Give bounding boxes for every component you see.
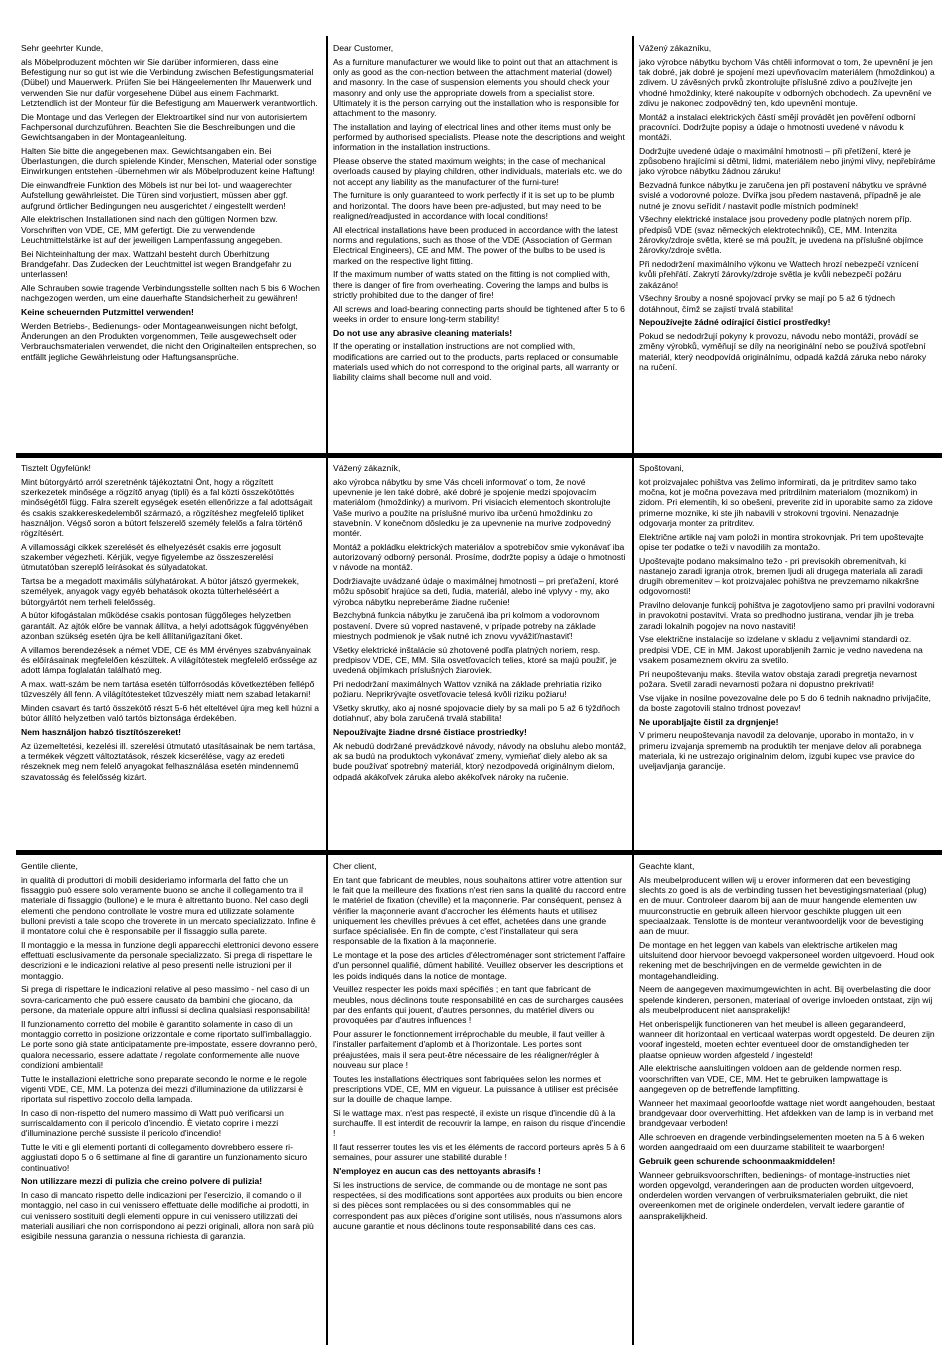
paragraph: A max. watt-szám be nem tartása esetén túlforrósodás következtében fellépő tűzveszély áll fenn. A világítótesteket tűzveszély miatt nem szabad letakarni! [21, 678, 315, 700]
paragraph: As a furniture manufacturer we would like to point out that an attachment is only as good as the con-nection between the attachment material (dowel) and masonry. In the case of suspension elements you should check your masonry and only use the appropriate dowels from a specialist store. Ultimately it is the person carrying out the installation who is responsible for attachment to the masonry. [333, 56, 620, 119]
salutation: Tisztelt Ügyfelünk! [21, 463, 91, 473]
paragraph: Het onberispelijk functioneren van het meubel is alleen gegarandeerd, wanneer dit horizontaal en verticaal waterpas wordt opgesteld. De deuren zijn vooraf ingesteld, moeten echter eventueel door de omstandigheden ter plaatse opnieuw worden afgesteld / ingesteld! [639, 1018, 935, 1060]
paragraph: Alle schroeven en dragende verbindingselementen moeten na 5 à 6 weken worden aangedraaid om een duurzame stabiliteit te waarborgen! [639, 1131, 925, 1153]
paragraph: Pour assurer le fonctionnement irréprochable du meuble, il faut veiller à l'installer parfaitement d'aplomb et à l'horizontale. Les portes sont préajustées, mais il sera peut-être nécessaire de les réaligner/régler à nouveau sur place ! [333, 1029, 605, 1070]
paragraph: All screws and load-bearing connecting parts should be tightened after 5 to 6 weeks in order to ensure long-term stability! [333, 303, 625, 324]
paragraph: Veuillez respecter les poids maxi spécifiés ; en tant que fabricant de meubles, nous déclinons toute responsabilité en cas de surcharges causées par des enfants qui jouent, d'autres personnes, du matériel divers ou provoquées par d'autres influences ! [333, 984, 624, 1026]
section-english [326, 36, 634, 453]
paragraph: De montage en het leggen van kabels van elektrische artikelen mag uitsluitend door hiervoor bevoegd vakpersoneel worden uitgevoerd. Houd ook rekening met de beschrijvingen en de vermelde gewichten in de montagehandleiding. [639, 939, 935, 981]
cleaning-warning: Do not use any abrasive cleaning materials! [333, 327, 513, 338]
paragraph: Všetky elektrické inštalácie sú zhotovené podľa platných noriem, resp. predpisov VDE, CE, MM. Sila osvetľovacích telies, ktoré sa majú použiť, je uvedená objímkach príslušných žiaroviek. [333, 644, 617, 676]
salutation: Cher client, [333, 861, 377, 871]
paragraph: Tutte le viti e gli elementi portanti di collegamento dovrebbero essere ri-aggiustati dopo 5 o 6 settimane al fine di garantire un funzionamento sicuro continuativo! [21, 1142, 308, 1173]
paragraph: Pokud se nedodržují pokyny k provozu, návodu nebo montáži, provádí se změny výrobků, vyměňují se díly na neoriginální nebo se používá spotřební materiál, který neodpovídá originálnímu, odpadá každá záruka nebo nároky na ručení. [639, 330, 927, 372]
paragraph: Il montaggio e la messa in funzione degli apparecchi elettronici devono essere effettuati esclusivamente da personale specializzato. Si prega di rispettare le descrizioni e le indicazioni relative al peso presenti nelle istruzioni per il montaggio. [21, 939, 319, 981]
paragraph: Pri neupoštevanju maks. števila watov obstaja zaradi pregretja nevarnost požara. Svetil zaradi nevarnosti požara ni dopustno prekrivati! [639, 668, 918, 689]
paragraph: Si le wattage max. n'est pas respecté, il existe un risque d'incendie dû à la surchauffe. Il est interdit de recouvrir la lampe, en raison du risque d'incendie ! [333, 1107, 626, 1139]
paragraph: In caso di mancato rispetto delle indicazioni per l'esercizio, il comando o il montaggio, nel caso in cui venissero effettuate delle modifiche ai prodotti, in cui venissero sostituiti degli elementi oppure in cui venissero utilizzati dei materiali ausiliari che non corrispondono ai pezzi originali, allora non sarà più esigibile nessuna garanzia o nessuna richiesta di garanzia. [21, 1190, 314, 1242]
paragraph: Pravilno delovanje funkcij pohištva je zagotovljeno samo pri pravilni vodoravni in pravokotni postavitvi. Vrata so predhodno justirana, vendar jih je treba zaradi lokalnih pogojev na novo nastaviti! [639, 600, 935, 631]
paragraph: All electrical installations have been produced in accordance with the latest norms and regulations, such as those of the VDE (Association of German Electrical Engineers), CE and MM. The power of the bulbs to be used is marked on the respective light fitting. [333, 224, 618, 266]
paragraph: A villamos berendezések a német VDE, CE és MM érvényes szabványainak és előírásainak megfelelően készültek. A világítótestek megfelelő erőssége az adott lámpa foglalatán található meg. [21, 644, 318, 676]
paragraph: Il faut resserrer toutes les vis et les éléments de raccord porteurs après 5 à 6 semaines, pour assurer une stabilité durable ! [333, 1142, 626, 1163]
cleaning-warning: Keine scheuernden Putzmittel verwenden! [21, 306, 194, 317]
paragraph: Mint bútorgyártó arról szeretnénk tájékoztatni Önt, hogy a rögzített szerkezetek minősége a rögzítő anyag (tipli) és a fal közti összekötöttés minőségétől függ. Falra szerelt egységek esetén ellenőrizze a fal adottságait és csakis szakkereskedelemből származó, a rögzítéshez megfelelő tipliket használjon. Végső soron a bútort felszerelő személy felelős a falra történő rögzítésért. [21, 476, 313, 539]
paragraph: Werden Betriebs-, Bedienungs- oder Montageanweisungen nicht befolgt, Änderungen an den Produkten vorgenommen, Teile ausgewechselt oder Verbrauchsmaterialen verwendet, die nicht den Originalteilen entsprechen, so entfällt jegliche Gewährleistung oder Haftungsansprüche. [21, 320, 317, 362]
paragraph: If the operating or installation instructions are not complied with, modifications are carried out to the products, parts replaced or consumable materials used which do not correspond to the original parts, all warranty or liability claims shall become null and void. [333, 341, 620, 383]
paragraph: Toutes les installations électriques sont fabriquées selon les normes et prescriptions VDE, CE, MM en vigueur. La puissance à utiliser est précisée sur la douille de chaque lampe. [333, 1073, 619, 1105]
paragraph: Vse vijake in nosilne povezovalne dele po 5 do 6 tednih naknadno privijačite, da boste zagotovili stalno trdnost povezav! [639, 692, 931, 713]
paragraph: Alle elektrische aansluitingen voldoen aan de geldende normen resp. voorschriften van VDE, CE, MM. Het te gebruiken lampwattage is aangegeven op de betreffende lampfitting. [639, 1063, 902, 1094]
paragraph: The installation and laying of electrical lines and other items must only be performed by authorised specialists. Please note the descriptions and weight information in the installation instructions. [333, 121, 625, 153]
paragraph: Tartsa be a megadott maximális súlyhatárokat. A bútor játszó gyermekek, személyek, anyagok vagy egyéb behatások okozta túlterheléséért a bútorgyártót nem terheli felelősség. [21, 576, 299, 607]
section-german [16, 36, 326, 453]
paragraph: Als meubelproducent willen wij u erover informeren dat een bevestiging slechts zo goed is als de verbinding tussen het bevestigingsmateriaal (plug) en de muur. Controleer daarom bij aan de muur hangende elementen uw muurconstructie en gebruik alleen hiervoor geschikte pluggen uit een speciaalzaak. Tenslotte is de monteur verantwoordelijk voor de bevestiging aan de muur. [639, 874, 927, 937]
paragraph: Wanneer gebruiksvoorschriften, bedienings- of montage-instructies niet worden opgevolgd, veranderingen aan de producten worden uitgevoerd, onderdelen worden vervangen of verbruiksmaterialen gebruikt, die niet overeenkomen met de originele onderdelen, vervalt iedere garantie of aansprakelijkheid. [639, 1169, 914, 1221]
paragraph: Die Montage und das Verlegen der Elektroartikel sind nur von autorisiertem Fachpersonal durchzuführen. Beachten Sie die Beschreibungen und die Gewichtsangaben in der Montageanleitung. [21, 111, 308, 143]
paragraph: Montáž a instalaci elektrických částí smějí provádět jen pověření odborní pracovníci. Dodržujte popisy a údaje o hmotnosti uvedené v návodu k montáži. [639, 111, 916, 143]
section-italian [16, 855, 326, 1345]
paragraph: Všetky skrutky, ako aj nosné spojovacie diely by sa mali po 5 až 6 týždňoch dotiahnuť, aby bola zaručená trvalá stabilita! [333, 702, 620, 724]
row-1 [16, 36, 942, 453]
cleaning-warning: Nepoužívajte žiadne drsné čistiace prostriedky! [333, 726, 527, 737]
paragraph: Alle Schrauben sowie tragende Verbindungsstelle sollten nach 5 bis 6 Wochen nachgezogen werden, um eine dauerhafte Standsicherheit zu gewähren! [21, 282, 320, 304]
cleaning-warning: Non utilizzare mezzi di pulizia che creino polvere di pulizia! [21, 1176, 263, 1187]
paragraph: If the maximum number of watts stated on the fitting is not complied with, there is danger of fire from overheating. Covering the lamps and bulbs is strictly prohibited due to the danger of fire! [333, 269, 611, 300]
paragraph: ako výrobca nábytku by sme Vás chceli informovať o tom, že nové upevnenie je len také dobré, aké dobré je spojenie medzi spojovacím materiálom (hmoždinky) a murivom. Pri visiacich elementoch skontrolujte Vaše murivo a použite na príslušné murivo iba určenú hmoždinku zo stavebnín. V konečnom dôsledku je za upevnenie na murive zodpovedný montér. [333, 476, 612, 539]
row-3 [16, 855, 942, 1345]
paragraph: Halten Sie bitte die angegebenen max. Gewichtsangaben ein. Bei Überlastungen, die durch spielende Kinder, Menschen, Material oder sonstige Einwirkungen entstehen -übernehmen wir als Möbelproduzent keine Haftung! [21, 145, 317, 177]
salutation: Vážený zákazníku, [639, 43, 712, 53]
paragraph: Dodržujte uvedené údaje o maximální hmotnosti – při přetížení, které je způsobeno hrajícími si dětmi, lidmi, materiálem nebo jinými vlivy, nepřebíráme jako výrobce nábytku žádnou záruku! [639, 145, 936, 177]
paragraph: Všechny šrouby a nosné spojovací prvky se mají po 5 až 6 týdnech dotáhnout, čímž se zajistí trvalá stabilita! [639, 293, 896, 314]
paragraph: Minden csavart és tartó összekötő részt 5-6 hét elteltével újra meg kell húzni a bútor állító helyzetben való tartós biztonsága érdekében. [21, 702, 320, 724]
paragraph: Montáž a pokládku elektrických materiálov a spotrebičov smie vykonávať iba autorizovaný odborný personál. Prosíme, dodržte popisy a údaje o hmotnosti v návode na montáž. [333, 541, 626, 573]
paragraph: jako výrobce nábytku bychom Vás chtěli informovat o tom, že upevnění je jen tak dobré, jak dobré je spojení mezi upevňovacím materiálem (hmoždinkou) a zdivem. U závěsných prvků zkontrolujte příslušné zdivo a používejte jen vhodné hmoždinky, které nakoupíte v odborných obchodech. Za upevnění ve zdivu je nakonec zodpovědný ten, kdo upevnění montuje. [639, 56, 935, 108]
cleaning-warning: Ne uporabljajte čistil za drgnjenje! [639, 716, 779, 727]
salutation: Vážený zákazník, [333, 463, 401, 473]
paragraph: Upoštevajte podano maksimalno težo - pri previsokih obremenitvah, ki nastanejo zaradi igranja otrok, bremen ljudi ali drugega materiala ali zaradi drugih obremenitev – kot proizvajalec pohištva ne prevzemamo nikakršne odgovornosti! [639, 555, 923, 597]
paragraph: V primeru neupoštevanja navodil za delovanje, uporabo in montažo, in v primeru izvajanja sprememb na produktih ter menjave delov ali porabnega materiala, ki ne ustrezajo originalnim delom, izgubi kupec vse pravice do uveljavljanja garancije. [639, 730, 922, 772]
paragraph: In caso di non-rispetto del numero massimo di Watt può verificarsi un surriscaldamento con il pericolo d'incendio. È vietato coprire i mezzi d'illuminazione perché sussiste il pericolo d'incendio! [21, 1107, 284, 1139]
salutation: Spoštovani, [639, 463, 684, 473]
row-2 [16, 458, 942, 850]
paragraph: Dodržiavajte uvádzané údaje o maximálnej hmotnosti – pri preťažení, ktoré môžu spôsobiť hrajúce sa deti, ľudia, materiál, alebo iné vplyvy - my, ako výrobca nábytku nepreberáme žiadne ručenie! [333, 576, 619, 607]
paragraph: als Möbelproduzent möchten wir Sie darüber informieren, dass eine Befestigung nur so gut ist wie die Verbindung zwischen Befestigungsmaterial (Dübel) und Mauerwerk. Prüfen Sie bei Hängeelementen Ihr Mauerwerk und verwenden Sie nur dafür vorgesehene Dübel aus einem Fachmarkt. Letztendlich ist der Monteur für die Befestigung am Mauerwerk verantwortlich. [21, 56, 318, 108]
paragraph: Vse električne instalacije so izdelane v skladu z veljavnimi standardi oz. predpisi VDE, CE in MM. Jakost uporabljenih žarnic je vedno navedena na vsakem posameznem okviru za svetilo. [639, 634, 923, 665]
paragraph: Bezvadná funkce nábytku je zaručena jen při postavení nábytku ve správné svislé a vodorovné poloze. Dvířka jsou předem nastavená, případně je ale nutné je znovu seřídit / nastavit podle místních podmínek! [639, 180, 927, 211]
paragraph: Die einwandfreie Funktion des Möbels ist nur bei lot- und waagerechter Aufstellung gewährleistet. Die Türen sind vorjustiert, müssen aber ggf. aufgrund örtlicher Bedingungen neu ausgerichtet / eingestellt werden! [21, 180, 292, 211]
salutation: Dear Customer, [333, 43, 394, 53]
paragraph: Všechny elektrické instalace jsou provedeny podle platných norem příp. předpisů VDE (svaz německých elektrotechniků), CE, MM. Intenzita žárovky/zdroje světla, které se má použít, je uvedena na příslušné objímce žárovky/zdroje světla. [639, 214, 924, 256]
paragraph: Bezchybná funkcia nábytku je zaručená iba pri kolmom a vodorovnom postavení. Dvere sú vopred nastavené, v prípade potreby na základe miestnych podmienok je však nutné ich znovu vyvážiť/nastaviť! [333, 610, 600, 642]
paragraph: The furniture is only guaranteed to work perfectly if it is set up to be plumb and horizontal. The doors have been pre-adjusted, but may need to be realigned/readjusted in accordance with local conditions! [333, 190, 615, 222]
section-hungarian [16, 458, 326, 850]
paragraph: A villamossági cikkek szerelését és elhelyezését csakis erre jogosult szakember végezheti. Kérjük, vegye figyelembe az összeszerelési útmutatóban szereplő leírásokat és súlyadatokat. [21, 541, 281, 573]
paragraph: Tutte le installazioni elettriche sono preparate secondo le norme e le regole vigenti VDE, CE, MM. La potenza dei mezzi d'illuminazione da utilizzarsi è riportata sul rispettivo zoccolo della lampada. [21, 1073, 307, 1105]
paragraph: Ak nebudú dodržané prevádzkové návody, návody na obsluhu alebo montáž, ak sa budú na produktoch vykonávať zmeny, vymieňať diely alebo ak sa bude používať spotrebný materiál, ktorý nezodpovedá originálnym dielom, odpadá akákoľvek záruka alebo akékoľvek nároky na ručenie. [333, 740, 627, 782]
paragraph: Si les instructions de service, de commande ou de montage ne sont pas respectées, si des modifications sont apportées aux produits ou bien encore si des pièces sont remplacées ou si des consommables qui ne correspondent pas aux pièces d'origine sont utilisés, nous n'assumons alors aucune garantie et nous déclinons toute responsabilité dans ces cas. [333, 1179, 623, 1232]
salutation: Sehr geehrter Kunde, [21, 43, 104, 53]
cleaning-warning: N'employez en aucun cas des nettoyants abrasifs ! [333, 1166, 541, 1177]
paragraph: Il funzionamento corretto del mobile è garantito solamente in caso di un montaggio corretto in posizione orizzontale e come riportato sull'imballaggio. Le porte sono già state anticipatamente pre-impostate, essere dovranno però, qualora necessario, essere adattate / regolate conformemente alle nuove condizioni ambientali! [21, 1018, 318, 1070]
section-slovak [326, 458, 634, 850]
cleaning-warning: Gebruik geen schurende schoonmaakmiddelen! [639, 1155, 836, 1166]
paragraph: Le montage et la pose des articles d'électroménager sont strictement l'affaire d'un personnel qualifié, dûment habilité. Veuillez observer les descriptions et les poids indiqués dans la notice de montage. [333, 950, 626, 981]
salutation: Gentile cliente, [21, 861, 78, 871]
section-slovenian [634, 458, 942, 850]
cleaning-warning: Nem használjon habzó tisztítószereket! [21, 726, 181, 737]
paragraph: Az üzemeltetési, kezelési ill. szerelési útmutató utasításainak be nem tartása, a termékek végzett változtatások, részek kicserélése, vagy az eredeti részeknek meg nem felelő anyagokat felhasználása esetén mindennemű szavatosság és felelősség kizárt. [21, 740, 316, 782]
paragraph: En tant que fabricant de meubles, nous souhaitons attirer votre attention sur le fait que la meilleure des fixations n'est rien sans la qualité du raccord entre le matériel de fixation (cheville) et la maçonnerie. Par conséquent, pensez à vérifier la maçonnerie avant d'accrocher les éléments hauts et utilisez uniquement les chevilles prévues à cet effet, achetées dans une grande surface spécialisée. En fin de compte, c'est l'installateur qui sera responsable de la fixation à la maçonnerie. [333, 874, 627, 947]
section-dutch [634, 855, 942, 1345]
paragraph: Please observe the stated maximum weights; in the case of mechanical overloads caused by playing children, other individuals, materials etc. we do not accept any liability as the manufacturer of the furni-ture! [333, 156, 623, 187]
paragraph: Bei Nichteinhaltung der max. Wattzahl besteht durch Überhitzung Brandgefahr. Das Zudecken der Leuchtmittel ist wegen Brandgefahr zu unterlassen! [21, 248, 292, 280]
section-french [326, 855, 634, 1345]
salutation: Geachte klant, [639, 861, 695, 871]
paragraph: Pri nedodržaní maximálnych Wattov vzniká na základe prehriatia riziko požiaru. Neprikrývajte osvetľovacie telesá kvôli riziku požiaru! [333, 678, 602, 700]
paragraph: Wanneer het maximaal geoorloofde wattage niet wordt aangehouden, bestaat brandgevaar door oververhitting. Het afdekken van de lamp is in verband met brandgevaar verboden! [639, 1097, 935, 1129]
paragraph: Při nedodržení maximálního výkonu ve Wattech hrozí nebezpečí vznícení kvůli přehřátí. Zakrytí žárovky/zdroje světla je kvůli nebezpečí požáru zakázáno! [639, 258, 919, 290]
paragraph: Si prega di rispettare le indicazioni relative al peso massimo - nel caso di un sovra-caricamento che può essere causato da bambini che giocano, da persone, da materiale oppure altri influssi si declina qualsiasi responsabilità! [21, 984, 311, 1016]
paragraph: Alle elektrischen Installationen sind nach den gültigen Normen bzw. Vorschriften von VDE, CE, MM gefertigt. Die zu verwendende Leuchtmittelstärke ist auf der jeweiligen Lampenfassung angegeben. [21, 214, 283, 245]
paragraph: in qualità di produttori di mobili desideriamo informarla del fatto che un fissaggio può essere solo veramente buono se anche il collegamento tra il materiale di fissaggio (bullone) e le mura è altrettanto buono. Nel caso degli elementi che pendono controllate le vostre mura ed utilizzate solamente bulloni previsti a tale scopo che troverete in un mercato specializzato. Infine è il montatore colui che è responsabile per il fissaggio sulla parete. [21, 874, 316, 937]
section-czech [634, 36, 942, 453]
paragraph: kot proizvajalec pohištva vas želimo informirati, da je pritrditev samo tako močna, kot je močna povezava med pritrdilnim materialom (moznikom) in zidom. Pri elementih, ki so obešeni, preverite zid in uporabite samo za zidove primerne moznike, ki ste jih nabavili v strokovni trgovini. Nenazadnje odgovarja monter za pritrditev. [639, 476, 933, 528]
cleaning-warning: Nepoužívejte žádné odírající čisticí prostředky! [639, 317, 831, 328]
paragraph: Električne artikle naj vam položi in montira strokovnjak. Pri tem upoštevajte opise ter podatke o teži v navodilih za montažo. [639, 531, 924, 552]
paragraph: A bútor kifogástalan működése csakis pontosan függőleges helyzetben garantált. Az ajtók előre be vannak állítva, a helyi adottságok függvényében azonban szükség esetén újra be kell állítani/igazítani őket. [21, 610, 309, 642]
paragraph: Neem de aangegeven maximumgewichten in acht. Bij overbelasting die door spelende kinderen, personen, materiaal of overige invloeden ontstaat, zijn wij als meubelproducent niet aansprakelijk! [639, 984, 933, 1016]
